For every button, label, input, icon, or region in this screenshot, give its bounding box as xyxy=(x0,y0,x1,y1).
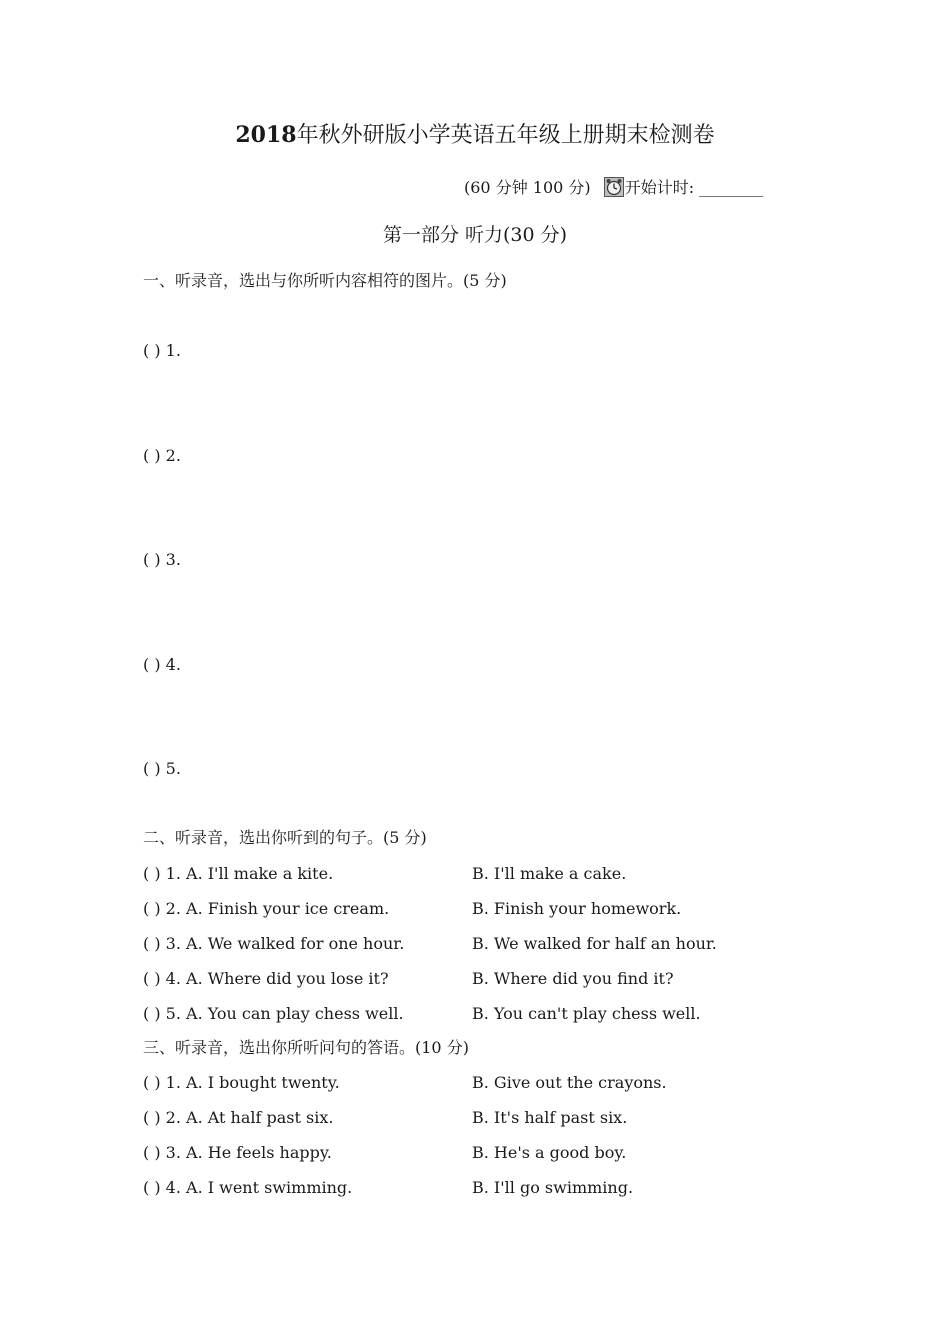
page-title xyxy=(0,120,950,151)
q1-item-3: ( ) 3. xyxy=(143,550,181,569)
q2-item-4-option-a: ( ) 4. A. Where did you lose it? xyxy=(143,969,389,988)
q2-item-3-option-b: B. We walked for half an hour. xyxy=(472,934,717,953)
q2-item-1-option-b: B. I'll make a cake. xyxy=(472,864,627,883)
q1-item-1: ( ) 1. xyxy=(143,341,181,360)
q1-item-4: ( ) 4. xyxy=(143,655,181,674)
q3-heading: 三、听录音，选出你所听问句的答语。(10 分) xyxy=(143,1038,469,1057)
q3-item-3-option-a: ( ) 3. A. He feels happy. xyxy=(143,1143,332,1162)
q3-item-1-option-a: ( ) 1. A. I bought twenty. xyxy=(143,1073,340,1092)
start-label: 开始 xyxy=(624,178,657,197)
q2-item-1-option-a: ( ) 1. A. I'll make a kite. xyxy=(143,864,334,883)
q1-heading: 一、听录音，选出与你所听内容相符的图片。(5 分) xyxy=(143,271,507,290)
q3-item-4-option-a: ( ) 4. A. I went swimming. xyxy=(143,1178,353,1197)
q3-item-2-option-b: B. It's half past six. xyxy=(472,1108,628,1127)
q2-item-3-option-a: ( ) 3. A. We walked for one hour. xyxy=(143,934,405,953)
title-text: 年秋外研版小学英语五年级上册期末检测卷 xyxy=(296,123,715,148)
q3-item-3-option-b: B. He's a good boy. xyxy=(472,1143,627,1162)
q3-item-2-option-a: ( ) 2. A. At half past six. xyxy=(143,1108,334,1127)
title-year: 2018 xyxy=(235,122,297,148)
q3-item-1-option-b: B. Give out the crayons. xyxy=(472,1073,667,1092)
timer-label: 计时: ________ xyxy=(656,178,764,197)
q2-item-2-option-a: ( ) 2. A. Finish your ice cream. xyxy=(143,899,390,918)
q3-item-4-option-b: B. I'll go swimming. xyxy=(472,1178,634,1197)
alarm-clock-icon xyxy=(604,177,624,197)
time-info: (60 分钟 100 分) xyxy=(464,178,591,197)
q1-item-5: ( ) 5. xyxy=(143,759,181,778)
part1-heading: 第一部分 听力(30 分) xyxy=(382,224,568,246)
exam-meta xyxy=(464,177,763,199)
q2-heading: 二、听录音，选出你听到的句子。(5 分) xyxy=(143,828,427,847)
q1-item-2: ( ) 2. xyxy=(143,446,181,465)
q2-item-5-option-b: B. You can't play chess well. xyxy=(472,1004,701,1023)
q2-item-2-option-b: B. Finish your homework. xyxy=(472,899,682,918)
q2-item-4-option-b: B. Where did you find it? xyxy=(472,969,674,988)
q2-item-5-option-a: ( ) 5. A. You can play chess well. xyxy=(143,1004,404,1023)
